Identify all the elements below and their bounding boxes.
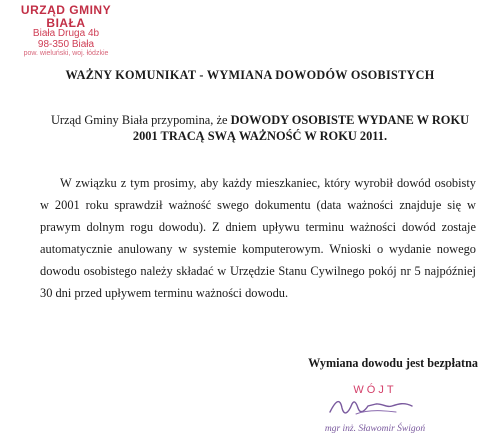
intro-emphasis: DOWODY OSOBISTE WYDANE W ROKU 2001 TRACĄ SWĄ WAŻNOŚĆ W ROKU 2011.	[132, 113, 470, 143]
stamp-street: Biała Druga 4b	[32, 28, 100, 40]
body-paragraph: W związku z tym prosimy, aby każdy mieszkaniec, który wyrobił dowód osobisty w 2001 roku sprawdził ważność swego dokumentu (data ważności znajduje się w prawym dolnym rogu dowodu). Z dniem upływu terminu ważności dowód zostaje automatycznie anulowany w systemie komputerowym. Wnioski o wydanie nowego dowodu osobistego należy składać w Urzędzie Stanu Cywilnego pokój nr 5 najpóźniej 30 dni przed upływem terminu ważności dowodu.	[40, 176, 476, 300]
signature-name: mgr inż. Sławomir Świgoń	[324, 424, 426, 434]
signature-block	[300, 384, 450, 434]
stamp-postal: 98-350 Biała	[37, 38, 95, 50]
intro-lead: Urząd Gminy Biała przypomina, że	[50, 113, 231, 127]
stamp-title: URZĄD GMINY BIAŁA	[20, 3, 112, 30]
signature-stamp-title: WÓJT	[353, 384, 397, 396]
intro-paragraph	[40, 112, 480, 144]
free-exchange-note: Wymiana dowodu jest bezpłatna	[308, 356, 478, 370]
announcement-heading: WAŻNY KOMUNIKAT - WYMIANA DOWODÓW OSOBISTYCH	[65, 68, 435, 82]
stamp-region: pow. wieluński, woj. łódzkie	[23, 50, 109, 58]
handwritten-signature	[326, 394, 416, 420]
office-stamp	[6, 4, 126, 58]
